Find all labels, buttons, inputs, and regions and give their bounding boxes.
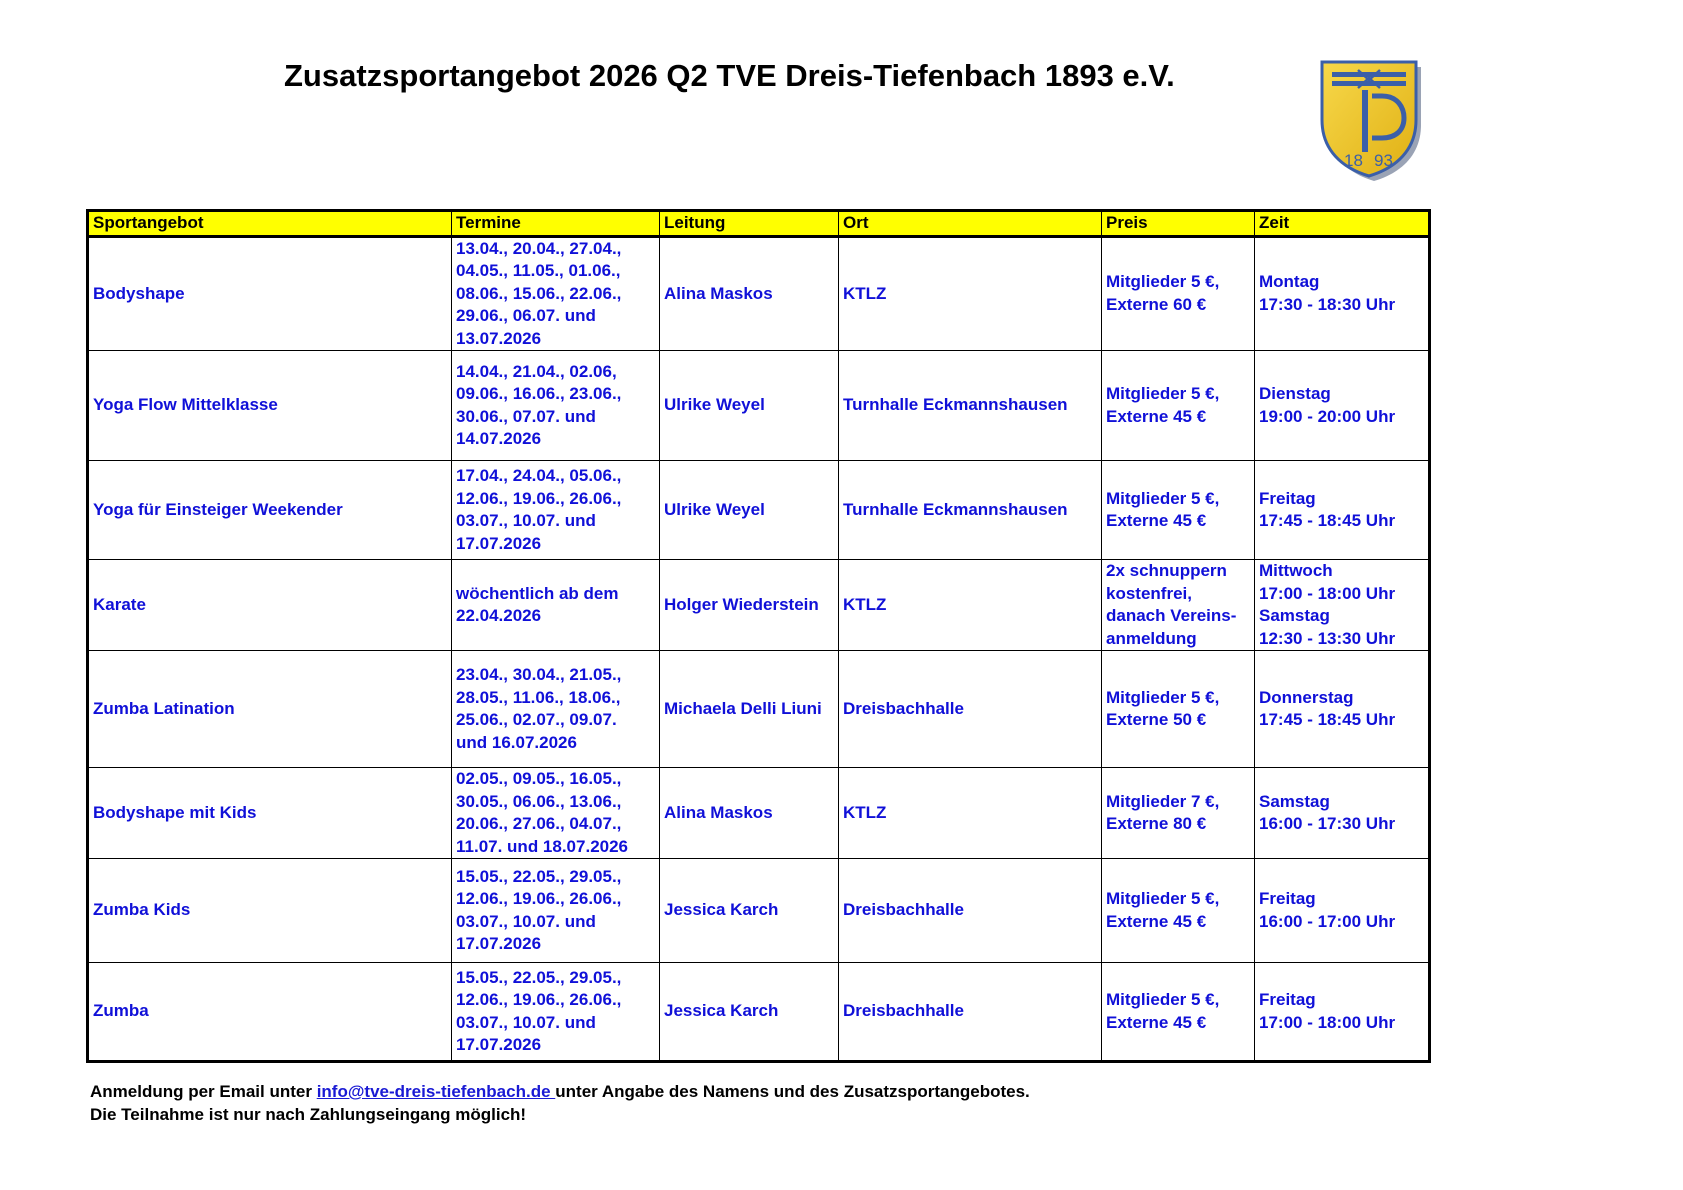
crest-year-left: 18 [1344, 151, 1363, 170]
table-row [88, 963, 1430, 1062]
cell-ort: Turnhalle Eckmannshausen [839, 461, 1102, 560]
cell-zeit: Donnerstag 17:45 - 18:45 Uhr [1255, 651, 1430, 768]
registration-line [90, 1080, 1030, 1103]
column-header-termine: Termine [452, 211, 660, 237]
cell-preis: Mitglieder 5 €, Externe 50 € [1102, 651, 1255, 768]
cell-ort: KTLZ [839, 560, 1102, 651]
cell-termine: 23.04., 30.04., 21.05., 28.05., 11.06., 18.06., 25.06., 02.07., 09.07. und 16.07.2026 [452, 651, 660, 768]
table-row [88, 859, 1430, 963]
table-row [88, 461, 1430, 560]
column-header-leitung: Leitung [660, 211, 839, 237]
cell-leitung: Jessica Karch [660, 963, 839, 1062]
cell-zeit: Freitag 16:00 - 17:00 Uhr [1255, 859, 1430, 963]
cell-ort: Dreisbachhalle [839, 859, 1102, 963]
cell-leitung: Alina Maskos [660, 768, 839, 859]
cell-termine: 13.04., 20.04., 27.04., 04.05., 11.05., 01.06., 08.06., 15.06., 22.06., 29.06., 06.07. und 13.07.2026 [452, 236, 660, 351]
cell-sport: Zumba Latination [88, 651, 452, 768]
crest-year-right: 93 [1374, 151, 1393, 170]
cell-leitung: Jessica Karch [660, 859, 839, 963]
cell-leitung: Ulrike Weyel [660, 351, 839, 461]
table-header-row [88, 211, 1430, 237]
club-crest-icon [1318, 60, 1426, 182]
email-link[interactable]: info@tve-dreis-tiefenbach.de [316, 1082, 556, 1101]
registration-note [90, 1080, 1030, 1126]
column-header-zeit: Zeit [1255, 211, 1430, 237]
page-title: Zusatzsportangebot 2026 Q2 TVE Dreis-Tiefenbach 1893 e.V. [284, 58, 1175, 93]
cell-zeit: Freitag 17:45 - 18:45 Uhr [1255, 461, 1430, 560]
cell-sport: Karate [88, 560, 452, 651]
cell-sport: Yoga für Einsteiger Weekender [88, 461, 452, 560]
cell-termine: 15.05., 22.05., 29.05., 12.06., 19.06., 26.06., 03.07., 10.07. und 17.07.2026 [452, 963, 660, 1062]
cell-ort: Dreisbachhalle [839, 963, 1102, 1062]
column-header-preis: Preis [1102, 211, 1255, 237]
cell-ort: KTLZ [839, 768, 1102, 859]
cell-termine: 17.04., 24.04., 05.06., 12.06., 19.06., 26.06., 03.07., 10.07. und 17.07.2026 [452, 461, 660, 560]
cell-termine: 02.05., 09.05., 16.05., 30.05., 06.06., 13.06., 20.06., 27.06., 04.07., 11.07. und 18.07.2026 [452, 768, 660, 859]
cell-leitung: Alina Maskos [660, 236, 839, 351]
cell-preis: 2x schnuppern kostenfrei, danach Vereins- anmeldung [1102, 560, 1255, 651]
cell-leitung: Ulrike Weyel [660, 461, 839, 560]
cell-leitung: Holger Wiederstein [660, 560, 839, 651]
cell-sport: Zumba Kids [88, 859, 452, 963]
cell-preis: Mitglieder 5 €, Externe 45 € [1102, 351, 1255, 461]
cell-zeit: Samstag 16:00 - 17:30 Uhr [1255, 768, 1430, 859]
cell-preis: Mitglieder 7 €, Externe 80 € [1102, 768, 1255, 859]
table-row [88, 651, 1430, 768]
column-header-sportangebot: Sportangebot [88, 211, 452, 237]
cell-sport: Zumba [88, 963, 452, 1062]
table-row [88, 351, 1430, 461]
cell-leitung: Michaela Delli Liuni [660, 651, 839, 768]
cell-termine: 14.04., 21.04., 02.06, 09.06., 16.06., 23.06., 30.06., 07.07. und 14.07.2026 [452, 351, 660, 461]
registration-text-after: unter Angabe des Namens und des Zusatzsportangebotes. [555, 1082, 1030, 1101]
cell-ort: Dreisbachhalle [839, 651, 1102, 768]
cell-sport: Bodyshape mit Kids [88, 768, 452, 859]
cell-termine: wöchentlich ab dem 22.04.2026 [452, 560, 660, 651]
cell-zeit: Dienstag 19:00 - 20:00 Uhr [1255, 351, 1430, 461]
cell-ort: Turnhalle Eckmannshausen [839, 351, 1102, 461]
schedule-table [86, 209, 1431, 1063]
table-row [88, 768, 1430, 859]
cell-preis: Mitglieder 5 €, Externe 45 € [1102, 963, 1255, 1062]
cell-sport: Bodyshape [88, 236, 452, 351]
registration-text-before: Anmeldung per Email unter [90, 1082, 317, 1101]
cell-termine: 15.05., 22.05., 29.05., 12.06., 19.06., 26.06., 03.07., 10.07. und 17.07.2026 [452, 859, 660, 963]
cell-preis: Mitglieder 5 €, Externe 45 € [1102, 859, 1255, 963]
cell-sport: Yoga Flow Mittelklasse [88, 351, 452, 461]
table-row [88, 560, 1430, 651]
cell-ort: KTLZ [839, 236, 1102, 351]
column-header-ort: Ort [839, 211, 1102, 237]
cell-preis: Mitglieder 5 €, Externe 60 € [1102, 236, 1255, 351]
cell-zeit: Montag 17:30 - 18:30 Uhr [1255, 236, 1430, 351]
cell-preis: Mitglieder 5 €, Externe 45 € [1102, 461, 1255, 560]
cell-zeit: Mittwoch 17:00 - 18:00 Uhr Samstag 12:30 - 13:30 Uhr [1255, 560, 1430, 651]
cell-zeit: Freitag 17:00 - 18:00 Uhr [1255, 963, 1430, 1062]
table-row [88, 236, 1430, 351]
payment-note: Die Teilnahme ist nur nach Zahlungseingang möglich! [90, 1105, 527, 1124]
